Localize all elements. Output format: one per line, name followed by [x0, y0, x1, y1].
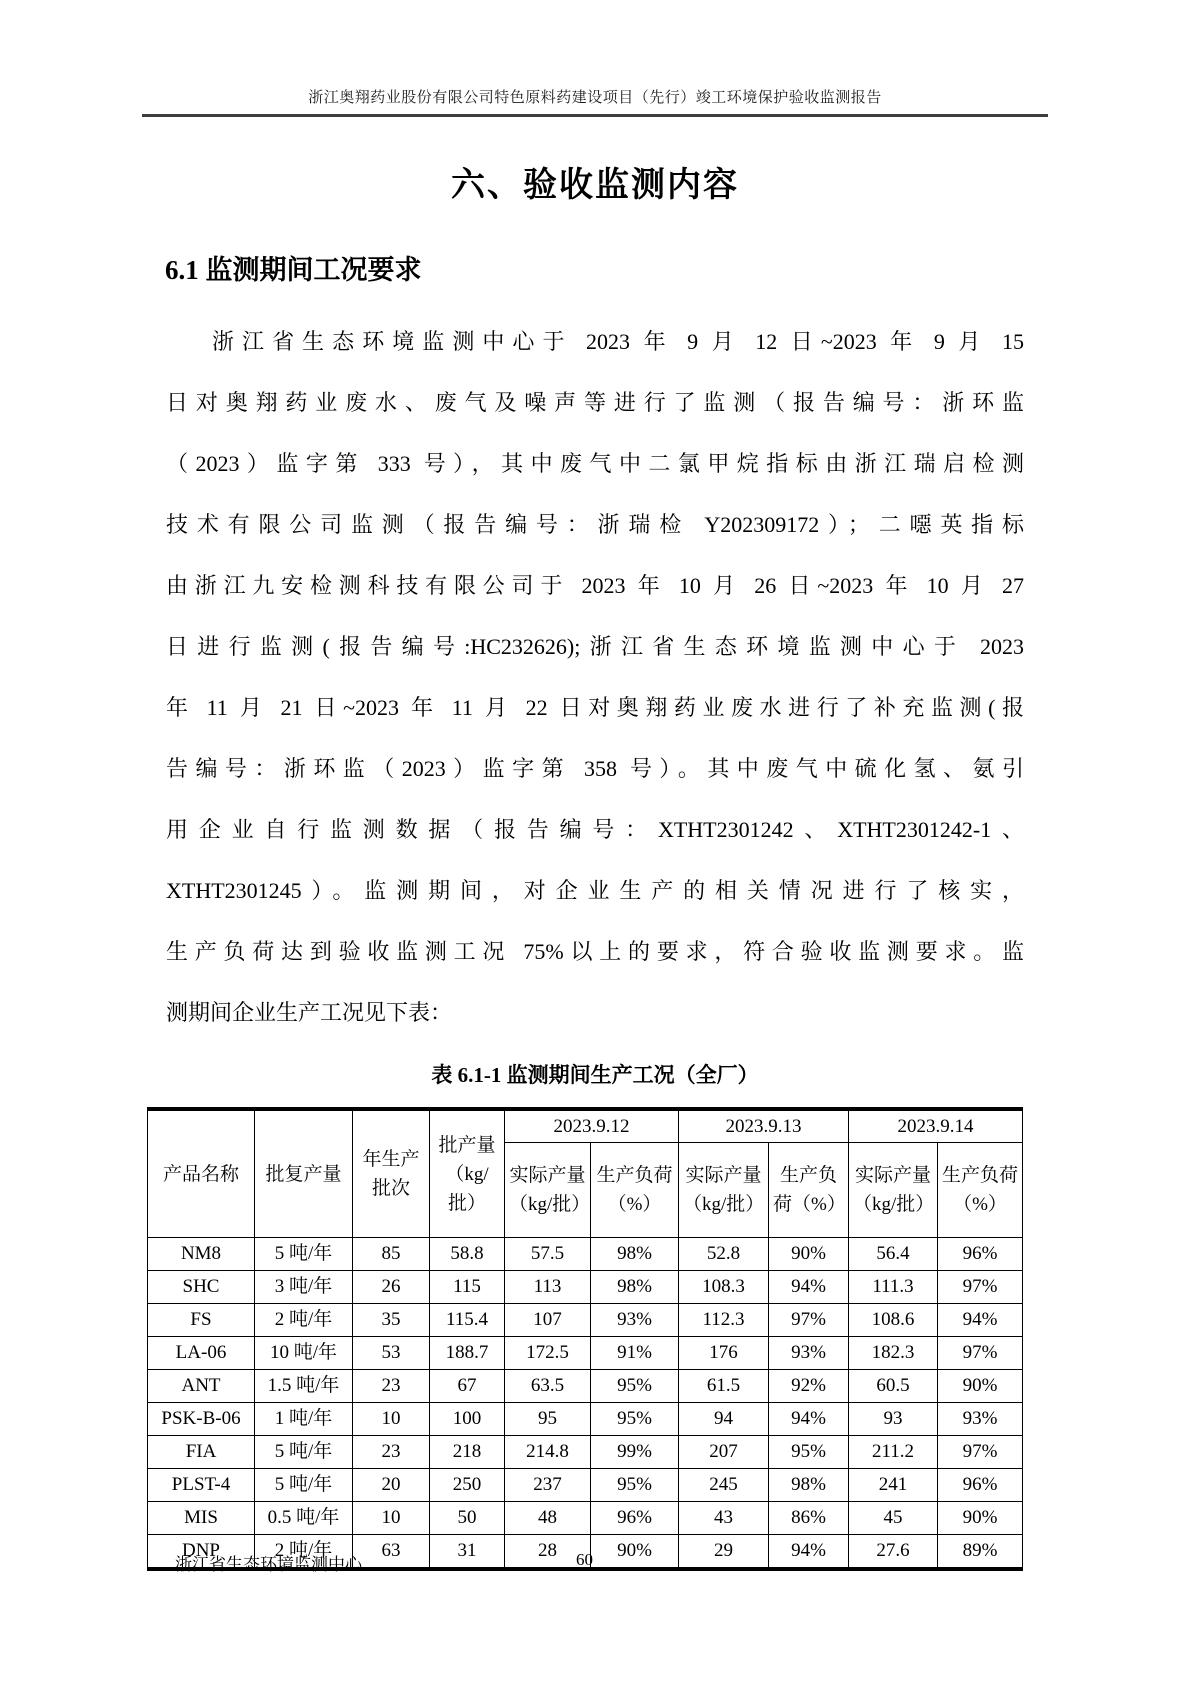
- product-name-cell: FIA: [148, 1436, 255, 1469]
- value-cell: 95%: [591, 1370, 679, 1403]
- product-name-cell: PSK-B-06: [148, 1403, 255, 1436]
- value-cell: 207: [679, 1436, 769, 1469]
- value-cell: 45: [849, 1502, 938, 1535]
- value-cell: 1 吨/年: [255, 1403, 353, 1436]
- section-heading: 6.1 监测期间工况要求: [165, 255, 422, 285]
- paragraph-line: 由浙江九安检测科技有限公司于 2023 年 10 月 26 日~2023 年 10 月 27: [166, 573, 1024, 598]
- col-header-batch-output: 批产量（kg/批）: [430, 1109, 505, 1238]
- value-cell: 5 吨/年: [255, 1436, 353, 1469]
- body-paragraph: [166, 311, 1024, 1043]
- value-cell: 63: [353, 1535, 430, 1570]
- value-cell: 23: [353, 1436, 430, 1469]
- product-name-cell: MIS: [148, 1502, 255, 1535]
- value-cell: 5 吨/年: [255, 1469, 353, 1502]
- value-cell: 93%: [938, 1403, 1023, 1436]
- value-cell: 96%: [938, 1469, 1023, 1502]
- col-header-date-3: 2023.9.14: [849, 1109, 1023, 1143]
- paragraph-line: 日进行监测(报告编号:HC232626);浙江省生态环境监测中心于 2023: [166, 634, 1024, 659]
- value-cell: 50: [430, 1502, 505, 1535]
- table-row: [148, 1502, 1023, 1535]
- value-cell: 182.3: [849, 1337, 938, 1370]
- col-header-actual-output: 实际产量（kg/批）: [505, 1143, 591, 1238]
- value-cell: 93%: [769, 1337, 849, 1370]
- value-cell: 10: [353, 1403, 430, 1436]
- table-row: [148, 1271, 1023, 1304]
- product-name-cell: DNP: [148, 1535, 255, 1570]
- value-cell: 86%: [769, 1502, 849, 1535]
- col-header-production-load: 生产负荷（%）: [591, 1143, 679, 1238]
- value-cell: 94%: [938, 1304, 1023, 1337]
- table-row: [148, 1403, 1023, 1436]
- col-header-date-1: 2023.9.12: [505, 1109, 679, 1143]
- table-row: [148, 1469, 1023, 1502]
- value-cell: 115.4: [430, 1304, 505, 1337]
- value-cell: 90%: [938, 1502, 1023, 1535]
- paragraph-line: 技术有限公司监测（报告编号：浙瑞检 Y202309172）；二噁英指标: [166, 512, 1024, 537]
- table-row: [148, 1436, 1023, 1469]
- paragraph-line: 告编号：浙环监（2023）监字第 358 号）。其中废气中硫化氢、氨引: [166, 756, 1024, 781]
- value-cell: 89%: [938, 1535, 1023, 1570]
- value-cell: 237: [505, 1469, 591, 1502]
- value-cell: 26: [353, 1271, 430, 1304]
- table-row: [148, 1370, 1023, 1403]
- value-cell: 97%: [938, 1337, 1023, 1370]
- table-row: [148, 1304, 1023, 1337]
- value-cell: 94%: [769, 1403, 849, 1436]
- table-row: [148, 1337, 1023, 1370]
- product-name-cell: NM8: [148, 1238, 255, 1271]
- value-cell: 188.7: [430, 1337, 505, 1370]
- value-cell: 96%: [938, 1238, 1023, 1271]
- paragraph-line: 年 11 月 21 日~2023 年 11 月 22 日对奥翔药业废水进行了补充监测(报: [166, 695, 1024, 720]
- value-cell: 90%: [591, 1535, 679, 1570]
- value-cell: 27.6: [849, 1535, 938, 1570]
- value-cell: 0.5 吨/年: [255, 1502, 353, 1535]
- value-cell: 48: [505, 1502, 591, 1535]
- doc-header-title: 浙江奥翔药业股份有限公司特色原料药建设项目（先行）竣工环境保护验收监测报告: [142, 86, 1048, 117]
- product-name-cell: SHC: [148, 1271, 255, 1304]
- value-cell: 95%: [591, 1403, 679, 1436]
- value-cell: 28: [505, 1535, 591, 1570]
- value-cell: 214.8: [505, 1436, 591, 1469]
- value-cell: 91%: [591, 1337, 679, 1370]
- value-cell: 93%: [591, 1304, 679, 1337]
- value-cell: 115: [430, 1271, 505, 1304]
- value-cell: 96%: [591, 1502, 679, 1535]
- footer-org: 浙江省生态环境监测中心: [175, 1555, 362, 1574]
- col-header-actual-output: 实际产量（kg/批）: [679, 1143, 769, 1238]
- production-status-table: [147, 1107, 1023, 1571]
- value-cell: 2 吨/年: [255, 1535, 353, 1570]
- col-header-annual-batches: 年生产批次: [353, 1109, 430, 1238]
- value-cell: 10 吨/年: [255, 1337, 353, 1370]
- value-cell: 61.5: [679, 1370, 769, 1403]
- paragraph-line: （2023）监字第 333 号），其中废气中二氯甲烷指标由浙江瑞启检测: [166, 451, 1024, 476]
- value-cell: 52.8: [679, 1238, 769, 1271]
- table-body: [148, 1238, 1023, 1570]
- value-cell: 108.3: [679, 1271, 769, 1304]
- value-cell: 90%: [938, 1370, 1023, 1403]
- col-header-actual-output: 实际产量（kg/批）: [849, 1143, 938, 1238]
- value-cell: 113: [505, 1271, 591, 1304]
- value-cell: 43: [679, 1502, 769, 1535]
- value-cell: 2 吨/年: [255, 1304, 353, 1337]
- value-cell: 241: [849, 1469, 938, 1502]
- product-name-cell: LA-06: [148, 1337, 255, 1370]
- value-cell: 111.3: [849, 1271, 938, 1304]
- product-name-cell: FS: [148, 1304, 255, 1337]
- value-cell: 93: [849, 1403, 938, 1436]
- value-cell: 10: [353, 1502, 430, 1535]
- col-header-production-load: 生产负荷（%）: [938, 1143, 1023, 1238]
- value-cell: 98%: [769, 1469, 849, 1502]
- table-row: [148, 1238, 1023, 1271]
- value-cell: 63.5: [505, 1370, 591, 1403]
- value-cell: 23: [353, 1370, 430, 1403]
- value-cell: 97%: [938, 1436, 1023, 1469]
- value-cell: 35: [353, 1304, 430, 1337]
- col-header-production-load: 生产负荷（%）: [769, 1143, 849, 1238]
- product-name-cell: ANT: [148, 1370, 255, 1403]
- product-name-cell: PLST-4: [148, 1469, 255, 1502]
- value-cell: 218: [430, 1436, 505, 1469]
- value-cell: 53: [353, 1337, 430, 1370]
- value-cell: 94%: [769, 1535, 849, 1570]
- value-cell: 1.5 吨/年: [255, 1370, 353, 1403]
- value-cell: 211.2: [849, 1436, 938, 1469]
- value-cell: 3 吨/年: [255, 1271, 353, 1304]
- value-cell: 57.5: [505, 1238, 591, 1271]
- value-cell: 20: [353, 1469, 430, 1502]
- value-cell: 108.6: [849, 1304, 938, 1337]
- value-cell: 98%: [591, 1238, 679, 1271]
- value-cell: 100: [430, 1403, 505, 1436]
- value-cell: 99%: [591, 1436, 679, 1469]
- chapter-title: 六、验收监测内容: [451, 167, 739, 204]
- value-cell: 97%: [938, 1271, 1023, 1304]
- value-cell: 107: [505, 1304, 591, 1337]
- paragraph-line: 日对奥翔药业废水、废气及噪声等进行了监测（报告编号：浙环监: [166, 390, 1024, 415]
- paragraph-line: 用企业自行监测数据（报告编号：XTHT2301242、XTHT2301242-1、: [166, 817, 1024, 842]
- value-cell: 94%: [769, 1271, 849, 1304]
- value-cell: 245: [679, 1469, 769, 1502]
- paragraph-line: 生产负荷达到验收监测工况 75%以上的要求，符合验收监测要求。监: [166, 939, 1024, 964]
- table-caption: 表 6.1-1 监测期间生产工况（全厂）: [431, 1063, 759, 1087]
- value-cell: 58.8: [430, 1238, 505, 1271]
- paragraph-line: 浙江省生态环境监测中心于 2023 年 9 月 12 日~2023 年 9 月 15: [212, 329, 1024, 354]
- paragraph-line: XTHT2301245）。监测期间，对企业生产的相关情况进行了核实，: [166, 878, 1024, 903]
- value-cell: 85: [353, 1238, 430, 1271]
- table-header-row-dates: [148, 1109, 1023, 1143]
- value-cell: 95: [505, 1403, 591, 1436]
- value-cell: 112.3: [679, 1304, 769, 1337]
- value-cell: 98%: [591, 1271, 679, 1304]
- value-cell: 95%: [769, 1436, 849, 1469]
- value-cell: 176: [679, 1337, 769, 1370]
- value-cell: 90%: [769, 1238, 849, 1271]
- value-cell: 60.5: [849, 1370, 938, 1403]
- value-cell: 92%: [769, 1370, 849, 1403]
- value-cell: 172.5: [505, 1337, 591, 1370]
- value-cell: 67: [430, 1370, 505, 1403]
- value-cell: 97%: [769, 1304, 849, 1337]
- value-cell: 31: [430, 1535, 505, 1570]
- page-number: 60: [576, 1550, 593, 1569]
- value-cell: 250: [430, 1469, 505, 1502]
- value-cell: 94: [679, 1403, 769, 1436]
- value-cell: 56.4: [849, 1238, 938, 1271]
- value-cell: 5 吨/年: [255, 1238, 353, 1271]
- col-header-date-2: 2023.9.13: [679, 1109, 849, 1143]
- col-header-approved-output: 批复产量: [255, 1109, 353, 1238]
- value-cell: 95%: [591, 1469, 679, 1502]
- col-header-product: 产品名称: [148, 1109, 255, 1238]
- paragraph-line: 测期间企业生产工况见下表：: [166, 1000, 453, 1025]
- value-cell: 29: [679, 1535, 769, 1570]
